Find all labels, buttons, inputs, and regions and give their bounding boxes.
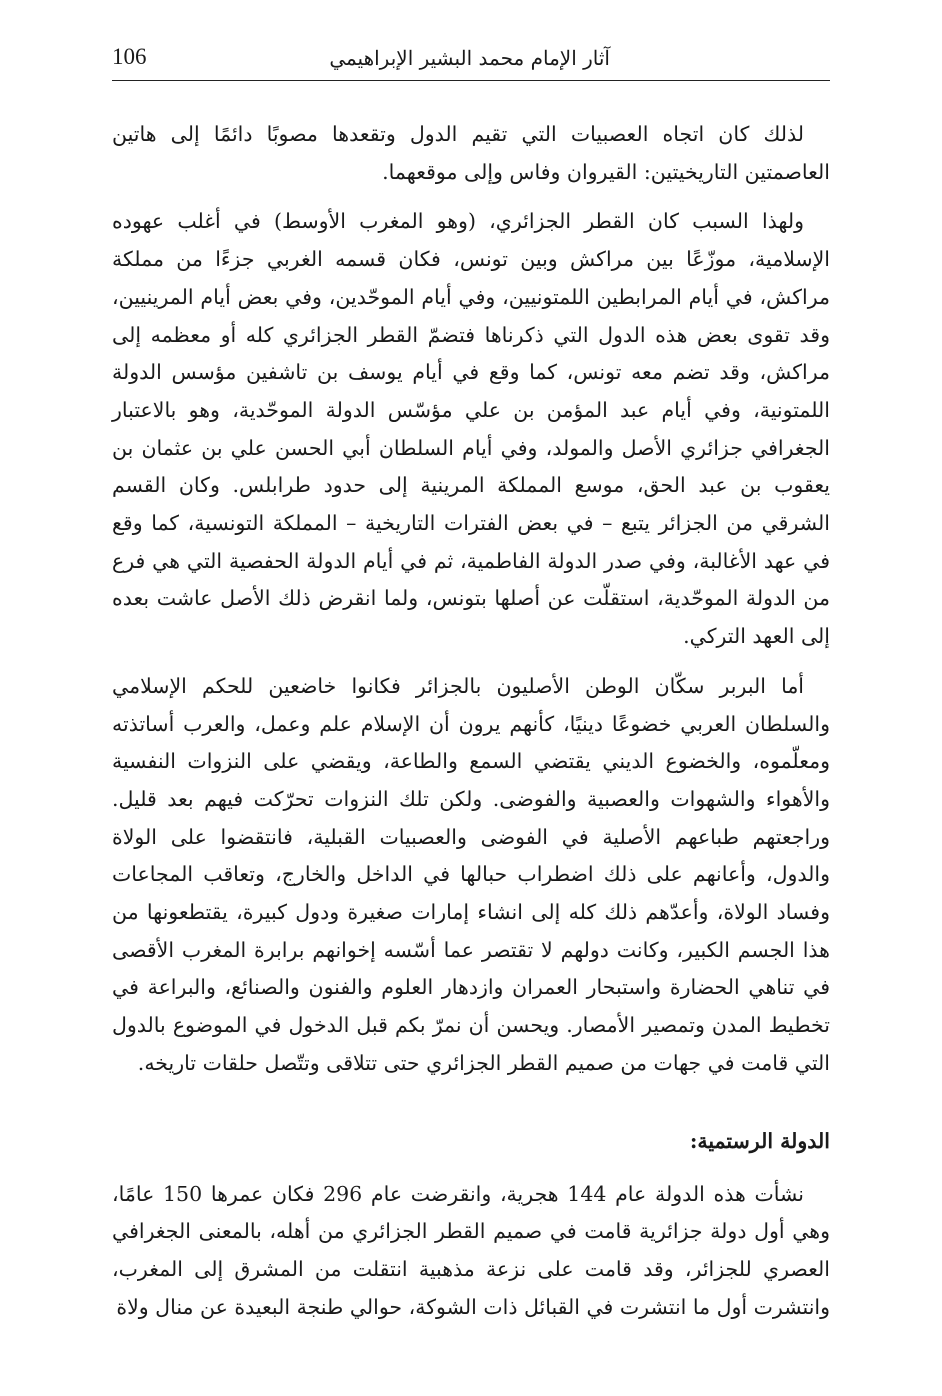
running-header <box>112 40 830 81</box>
page-number: 106 <box>112 44 147 69</box>
running-title: آثار الإمام محمد البشير الإبراهيمي <box>329 46 610 70</box>
section-heading: الدولة الرستمية: <box>689 1128 830 1153</box>
paragraph-4: نشأت هذه الدولة عام 144 هجرية، وانقرضت عام 296 فكان عمرها 150 عامًا، وهي أول دولة جزائرية قامت في صميم القطر الجزائري من أهله، بالمعنى الجغرافي العصري للجزائر، وقد قامت على نزعة مذهبية انتقلت من المشرق إلى المغرب، وانتشرت أول ما انتشرت في القبائل ذات الشوكة، حوالي طنجة البعيدة عن منال ولاة <box>112 1181 830 1319</box>
body-text <box>112 116 830 1326</box>
paragraph-2: ولهذا السبب كان القطر الجزائري، (وهو المغرب الأوسط) في أغلب عهوده الإسلامية، موزّعًا بين مراكش وبين تونس، فكان قسمه الغربي جزءًا من مملكة مراكش، في أيام المرابطين اللمتونيين، وفي أيام الموحّدين، وفي بعض أيام المرينيين، وقد تقوى بعض هذه الدول التي ذكرناها فتضمّ القطر الجزائري كله أو معظمه إلى مراكش، وقد تضم معه تونس، كما وقع في أيام يوسف بن تاشفين مؤسس الدولة اللمتونية، وفي أيام عبد المؤمن بن علي مؤسّس الدولة الموحّدية، وهو بالاعتبار الجغرافي جزائري الأصل والمولد، وفي أيام السلطان أبي الحسن علي بن عثمان بن يعقوب بن عبد الحق، موسع المملكة المرينية إلى حدود طرابلس. وكان القسم الشرقي من الجزائر يتبع – في بعض الفترات التاريخية – المملكة التونسية، كما وقع في عهد الأغالبة، وفي صدر الدولة الفاطمية، ثم في أيام الدولة الحفصية التي هي فرع من الدولة الموحّدية، استقلّت عن أصلها بتونس، ولما انقرض ذلك الأصل عاشت بعده إلى العهد التركي. <box>112 209 830 649</box>
paragraph-3: أما البربر سكّان الوطن الأصليون بالجزائر فكانوا خاضعين للحكم الإسلامي والسلطان العربي خضوعًا دينيًا، كأنهم يرون أن الإسلام علم وعمل، والعرب أساتذته ومعلّموه، والخضوع الديني يقتضي السمع والطاعة، ويقضي على النزوات النفسية والأهواء والشهوات والعصبية والفوضى. ولكن تلك النزوات تحرّكت فيهم بعد قليل. وراجعتهم طباعهم الأصلية في الفوضى والعصبيات القبلية، فانتقضوا على الولاة والدول، وأعانهم على ذلك اضطراب حبالها في الداخل والخارج، وتعاقب المجاعات وفساد الولاة، وأعدّهم ذلك كله إلى انشاء إمارات صغيرة ودول كبيرة، يقتطعونها من هذا الجسم الكبير، وكانت دولهم لا تقتصر عما أسّسه إخوانهم برابرة المغرب الأقصى في تناهي الحضارة واستبحار العمران وازدهار العلوم والفنون والصنائع، والبراعة في تخطيط المدن وتمصير الأمصار. ويحسن أن نمرّ بكم قبل الدخول في الموضوع بالدول التي قامت في جهات من صميم القطر الجزائري حتى تتلاقى وتتّصل حلقات تاريخه. <box>112 673 830 1075</box>
paragraph-1: لذلك كان اتجاه العصبيات التي تقيم الدول وتقعدها مصوبًا دائمًا إلى هاتين العاصمتين التاريخيتين: القيروان وفاس وإلى موقعهما. <box>112 122 830 184</box>
